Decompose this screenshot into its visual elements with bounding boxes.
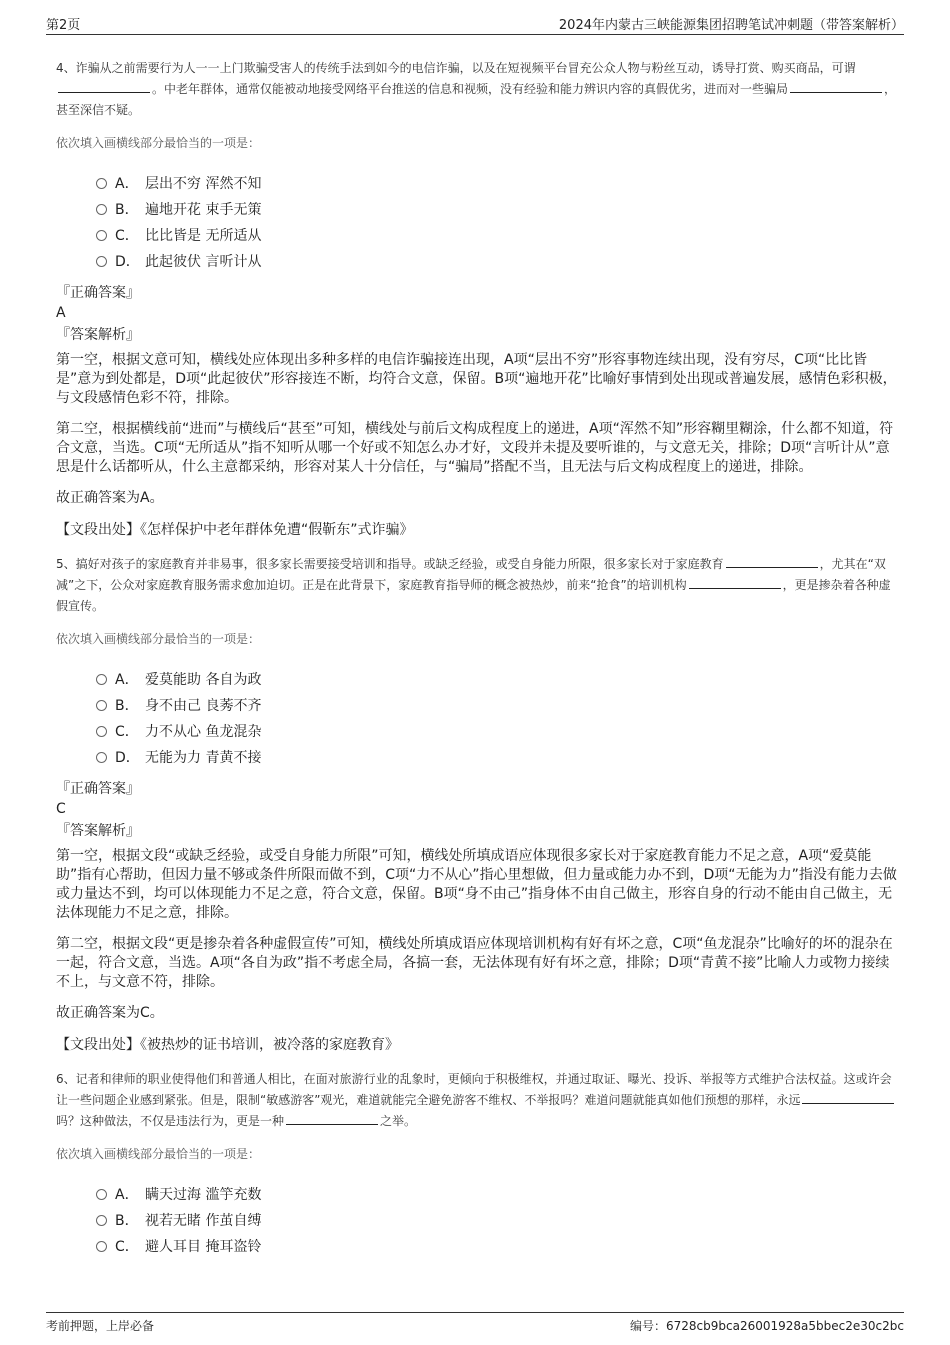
page-number: 第2页 xyxy=(46,18,81,33)
question-prompt: 依次填入画横线部分最恰当的一项是： xyxy=(56,1147,261,1161)
conclusion: 故正确答案为A。 xyxy=(56,490,164,506)
question-prompt: 依次填入画横线部分最恰当的一项是： xyxy=(56,632,261,646)
option-c[interactable]: C． 力不从心 鱼龙混杂 xyxy=(96,719,900,745)
blank-line xyxy=(58,80,150,93)
blank-line xyxy=(726,555,818,568)
blank-line xyxy=(286,1112,378,1125)
option-b[interactable]: B． 身不由己 良莠不齐 xyxy=(96,693,900,719)
radio-icon[interactable] xyxy=(96,1215,107,1226)
option-c[interactable]: C． 比比皆是 无所适从 xyxy=(96,223,900,249)
conclusion: 故正确答案为C。 xyxy=(56,1005,164,1021)
source-citation: 【文段出处】《怎样保护中老年群体免遭“假靳东”式诈骗》 xyxy=(56,522,414,538)
option-a[interactable]: A． 层出不穷 浑然不知 xyxy=(96,171,900,197)
radio-icon[interactable] xyxy=(96,1241,107,1252)
analysis-paragraph: 第二空，根据横线前“进而”与横线后“甚至”可知，横线处与前后文构成程度上的递进，A项“浑然不知”形容糊里糊涂，什么都不知道，符合文意，当选。C项“无所适从”指不知听从哪一个好或不知怎么办才好，文段并未提及要听谁的，与文意无关，排除；D项“言听计从”意思是什么话都听从，什么主意都采纳，形容对某人十分信任，与“骗局”搭配不当，且无法与后文构成程度上的递进，排除。 xyxy=(56,421,894,475)
correct-answer: A xyxy=(56,305,66,321)
analysis-paragraph: 第二空，根据文段“更是掺杂着各种虚假宣传”可知，横线处所填成语应体现培训机构有好有坏之意，C项“鱼龙混杂”比喻好的坏的混杂在一起，符合文意，当选。A项“各自为政”指不考虑全局，各搞一套，无法体现有好有坏之意，排除；D项“青黄不接”比喻人力或物力接续不上，与文意不符，排除。 xyxy=(56,936,893,990)
question-text: 5、搞好对孩子的家庭教育并非易事，很多家长需要接受培训和指导。或缺乏经验，或受自身能力所限，很多家长对于家庭教育 ，尤其在“双减”之下，公众对家庭教育服务需求愈加迫切。正是在此背景下，家庭教育指导师的概念被热炒，前来“抢食”的培训机构 ，更是掺杂着各种虚假宣传。 xyxy=(56,557,891,613)
radio-icon[interactable] xyxy=(96,674,107,685)
question-prompt: 依次填入画横线部分最恰当的一项是： xyxy=(56,136,261,150)
question-4 xyxy=(56,58,900,540)
question-text: 4、诈骗从之前需要行为人一一上门欺骗受害人的传统手法到如今的电信诈骗，以及在短视频平台冒充公众人物与粉丝互动，诱导打赏、购买商品，可谓。中老年群体，通常仅能被动地接受网络平台推送的信息和视频，没有经验和能力辨识内容的真假优劣，进而对一些骗局 ，甚至深信不疑。 xyxy=(56,61,897,117)
page-header xyxy=(46,12,904,35)
blank-line xyxy=(802,1091,894,1104)
option-c[interactable]: C． 避人耳目 掩耳盗铃 xyxy=(96,1234,900,1260)
option-b[interactable]: B． 遍地开花 束手无策 xyxy=(96,197,900,223)
analysis-label: 『答案解析』 xyxy=(56,823,140,839)
analysis-paragraph: 第一空，根据文意可知，横线处应体现出多种多样的电信诈骗接连出现，A项“层出不穷”形容事物连续出现，没有穷尽，C项“比比皆是”意为到处都是，D项“此起彼伏”形容接连不断，均符合文意，保留。B项“遍地开花”比喻好事情到处出现或普遍发展，感情色彩积极，与文段感情色彩不符，排除。 xyxy=(56,352,897,406)
analysis-paragraph: 第一空，根据文段“或缺乏经验，或受自身能力所限”可知，横线处所填成语应体现很多家长对于家庭教育能力不足之意，A项“爱莫能助”指有心帮助，但因力量不够或条件所限而做不到，C项“力不从心”指心里想做，但力量或能力办不到，D项“无能为力”指没有能力去做或力量达不到，均可以体现能力不足之意，符合文意，保留。B项“身不由己”指身体不由自己做主，形容自身的行动不能由自己做主，无法体现能力不足之意，排除。 xyxy=(56,848,897,921)
blank-line xyxy=(790,80,882,93)
question-5 xyxy=(56,554,900,1055)
blank-line xyxy=(689,576,781,589)
radio-icon[interactable] xyxy=(96,700,107,711)
radio-icon[interactable] xyxy=(96,230,107,241)
radio-icon[interactable] xyxy=(96,204,107,215)
source-citation: 【文段出处】《被热炒的证书培训，被冷落的家庭教育》 xyxy=(56,1037,399,1053)
option-list xyxy=(96,171,900,275)
option-d[interactable]: D． 无能为力 青黄不接 xyxy=(96,745,900,771)
document-title: 2024年内蒙古三峡能源集团招聘笔试冲刺题（带答案解析） xyxy=(558,18,904,33)
option-list xyxy=(96,1182,900,1260)
question-text: 6、记者和律师的职业使得他们和普通人相比，在面对旅游行业的乱象时，更倾向于积极维权，并通过取证、曝光、投诉、举报等方式维护合法权益。这或许会让一些问题企业感到紧张。但是，限制“敏感游客”观光，难道就能完全避免游客不维权、不举报吗？难道问题就能真如他们预想的那样，永远吗？这种做法，不仅是违法行为，更是一种 之举。 xyxy=(56,1069,900,1132)
radio-icon[interactable] xyxy=(96,752,107,763)
radio-icon[interactable] xyxy=(96,1189,107,1200)
question-6 xyxy=(56,1069,900,1260)
correct-answer-label: 『正确答案』 xyxy=(56,781,140,797)
option-list xyxy=(96,667,900,771)
option-b[interactable]: B． 视若无睹 作茧自缚 xyxy=(96,1208,900,1234)
page-footer xyxy=(46,1312,904,1335)
radio-icon[interactable] xyxy=(96,726,107,737)
option-a[interactable]: A． 瞒天过海 滥竽充数 xyxy=(96,1182,900,1208)
footer-slogan: 考前押题，上岸必备 xyxy=(46,1319,155,1333)
document-body xyxy=(56,58,900,1268)
option-a[interactable]: A． 爱莫能助 各自为政 xyxy=(96,667,900,693)
document-code: 编号：6728cb9bca26001928a5bbec2e30c2bc xyxy=(630,1319,904,1333)
radio-icon[interactable] xyxy=(96,256,107,267)
correct-answer: C xyxy=(56,801,66,817)
analysis-label: 『答案解析』 xyxy=(56,327,140,343)
correct-answer-label: 『正确答案』 xyxy=(56,285,140,301)
option-d[interactable]: D． 此起彼伏 言听计从 xyxy=(96,249,900,275)
radio-icon[interactable] xyxy=(96,178,107,189)
